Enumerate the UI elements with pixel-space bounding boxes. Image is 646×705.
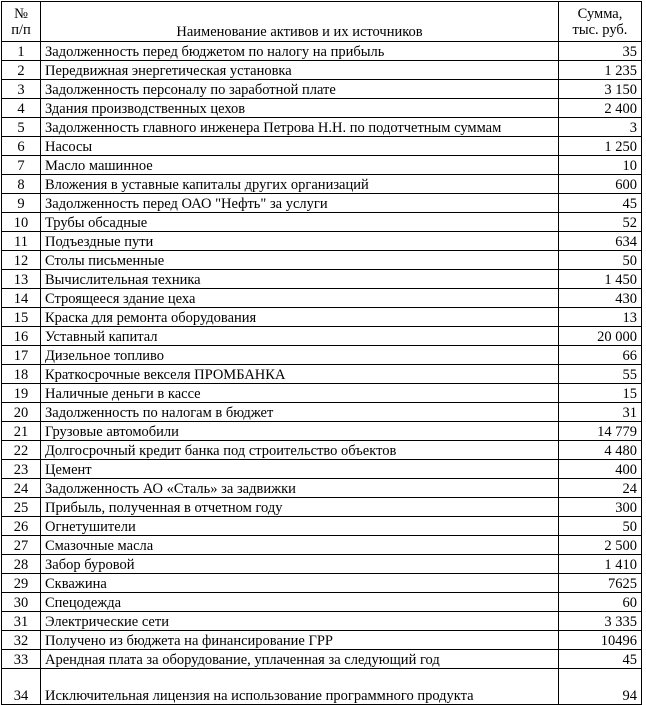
assets-table [1, 1, 642, 705]
header-sum [559, 2, 642, 42]
row-sum: 2 400 [559, 99, 642, 118]
row-number: 21 [2, 422, 41, 441]
row-number: 26 [2, 517, 41, 536]
table-row [2, 593, 642, 612]
header-name: Наименование активов и их источников [41, 2, 559, 42]
table-row [2, 289, 642, 308]
row-name: Забор буровой [41, 555, 559, 574]
row-number: 10 [2, 213, 41, 232]
table-row [2, 517, 642, 536]
row-name: Дизельное топливо [41, 346, 559, 365]
table-row [2, 194, 642, 213]
table-row [2, 650, 642, 669]
table-row [2, 42, 642, 61]
table-row [2, 631, 642, 650]
row-sum: 35 [559, 42, 642, 61]
row-sum: 430 [559, 289, 642, 308]
table-row [2, 156, 642, 175]
row-sum: 52 [559, 213, 642, 232]
row-number: 32 [2, 631, 41, 650]
table-row [2, 460, 642, 479]
row-name: Прибыль, полученная в отчетном году [41, 498, 559, 517]
row-name: Цемент [41, 460, 559, 479]
row-sum: 50 [559, 517, 642, 536]
row-number: 19 [2, 384, 41, 403]
row-sum: 2 500 [559, 536, 642, 555]
table-row [2, 479, 642, 498]
row-number: 7 [2, 156, 41, 175]
row-sum: 45 [559, 650, 642, 669]
row-number: 14 [2, 289, 41, 308]
row-name: Краткосрочные векселя ПРОМБАНКА [41, 365, 559, 384]
table-row [2, 403, 642, 422]
row-number: 27 [2, 536, 41, 555]
row-sum: 4 480 [559, 441, 642, 460]
row-number: 31 [2, 612, 41, 631]
row-name: Задолженность персоналу по заработной плате [41, 80, 559, 99]
row-number: 25 [2, 498, 41, 517]
table-row [2, 536, 642, 555]
row-name: Краска для ремонта оборудования [41, 308, 559, 327]
row-name: Передвижная энергетическая установка [41, 61, 559, 80]
table-row [2, 555, 642, 574]
row-sum: 3 [559, 118, 642, 137]
table-row [2, 270, 642, 289]
row-name: Трубы обсадные [41, 213, 559, 232]
row-sum: 31 [559, 403, 642, 422]
row-name: Задолженность АО «Сталь» за задвижки [41, 479, 559, 498]
table-row [2, 80, 642, 99]
row-sum: 3 150 [559, 80, 642, 99]
table-row [2, 327, 642, 346]
row-number: 12 [2, 251, 41, 270]
row-number: 13 [2, 270, 41, 289]
table-row [2, 175, 642, 194]
table-row [2, 137, 642, 156]
row-name: Скважина [41, 574, 559, 593]
row-name: Задолженность по налогам в бюджет [41, 403, 559, 422]
row-sum: 20 000 [559, 327, 642, 346]
row-number: 24 [2, 479, 41, 498]
row-sum: 45 [559, 194, 642, 213]
row-name: Вычислительная техника [41, 270, 559, 289]
table-row [2, 669, 642, 705]
table-row [2, 213, 642, 232]
row-number: 2 [2, 61, 41, 80]
header-sum-line1: Сумма, [577, 5, 623, 22]
row-name: Грузовые автомобили [41, 422, 559, 441]
row-sum: 7625 [559, 574, 642, 593]
row-sum: 94 [559, 669, 642, 705]
row-sum: 15 [559, 384, 642, 403]
row-number: 34 [2, 669, 41, 705]
row-name: Получено из бюджета на финансирование ГРР [41, 631, 559, 650]
row-sum: 14 779 [559, 422, 642, 441]
table-row [2, 441, 642, 460]
row-sum: 66 [559, 346, 642, 365]
row-name: Долгосрочный кредит банка под строительство объектов [41, 441, 559, 460]
row-name: Спецодежда [41, 593, 559, 612]
table-row [2, 251, 642, 270]
header-row [2, 2, 642, 42]
row-number: 20 [2, 403, 41, 422]
table-row [2, 498, 642, 517]
row-name: Вложения в уставные капиталы других организаций [41, 175, 559, 194]
row-number: 3 [2, 80, 41, 99]
table-row [2, 365, 642, 384]
row-name: Электрические сети [41, 612, 559, 631]
table-row [2, 384, 642, 403]
row-name: Арендная плата за оборудование, уплаченная за следующий год [41, 650, 559, 669]
header-number [2, 2, 41, 42]
row-name: Задолженность главного инженера Петрова Н.Н. по подотчетным суммам [41, 118, 559, 137]
header-number-line1: № [14, 5, 28, 22]
row-number: 11 [2, 232, 41, 251]
header-number-line2: п/п [11, 21, 31, 38]
row-number: 16 [2, 327, 41, 346]
row-sum: 50 [559, 251, 642, 270]
row-number: 28 [2, 555, 41, 574]
row-sum: 1 250 [559, 137, 642, 156]
row-sum: 60 [559, 593, 642, 612]
row-sum: 1 235 [559, 61, 642, 80]
row-name: Строящееся здание цеха [41, 289, 559, 308]
row-number: 4 [2, 99, 41, 118]
table-row [2, 308, 642, 327]
row-sum: 3 335 [559, 612, 642, 631]
row-name: Подъездные пути [41, 232, 559, 251]
row-number: 6 [2, 137, 41, 156]
row-number: 23 [2, 460, 41, 479]
row-number: 18 [2, 365, 41, 384]
table-row [2, 232, 642, 251]
row-sum: 24 [559, 479, 642, 498]
row-name: Насосы [41, 137, 559, 156]
header-sum-line2: тыс. руб. [572, 21, 628, 38]
row-sum: 300 [559, 498, 642, 517]
table-row [2, 346, 642, 365]
table-row [2, 612, 642, 631]
row-sum: 10496 [559, 631, 642, 650]
row-sum: 1 410 [559, 555, 642, 574]
row-name: Уставный капитал [41, 327, 559, 346]
row-number: 1 [2, 42, 41, 61]
row-name: Здания производственных цехов [41, 99, 559, 118]
row-sum: 1 450 [559, 270, 642, 289]
row-sum: 13 [559, 308, 642, 327]
row-number: 5 [2, 118, 41, 137]
row-name: Смазочные масла [41, 536, 559, 555]
table-row [2, 118, 642, 137]
row-sum: 55 [559, 365, 642, 384]
table-row [2, 574, 642, 593]
row-number: 22 [2, 441, 41, 460]
table-row [2, 422, 642, 441]
row-name: Наличные деньги в кассе [41, 384, 559, 403]
row-number: 33 [2, 650, 41, 669]
table-row [2, 61, 642, 80]
row-name: Огнетушители [41, 517, 559, 536]
row-sum: 400 [559, 460, 642, 479]
row-number: 8 [2, 175, 41, 194]
row-number: 17 [2, 346, 41, 365]
row-sum: 600 [559, 175, 642, 194]
row-name: Задолженность перед бюджетом по налогу на прибыль [41, 42, 559, 61]
row-name: Столы письменные [41, 251, 559, 270]
row-number: 29 [2, 574, 41, 593]
row-name: Исключительная лицензия на использование программного продукта [41, 669, 559, 705]
table-body [2, 42, 642, 705]
table-row [2, 99, 642, 118]
row-number: 15 [2, 308, 41, 327]
row-name: Масло машинное [41, 156, 559, 175]
row-number: 9 [2, 194, 41, 213]
row-name: Задолженность перед ОАО "Нефть" за услуги [41, 194, 559, 213]
row-number: 30 [2, 593, 41, 612]
row-sum: 634 [559, 232, 642, 251]
row-sum: 10 [559, 156, 642, 175]
